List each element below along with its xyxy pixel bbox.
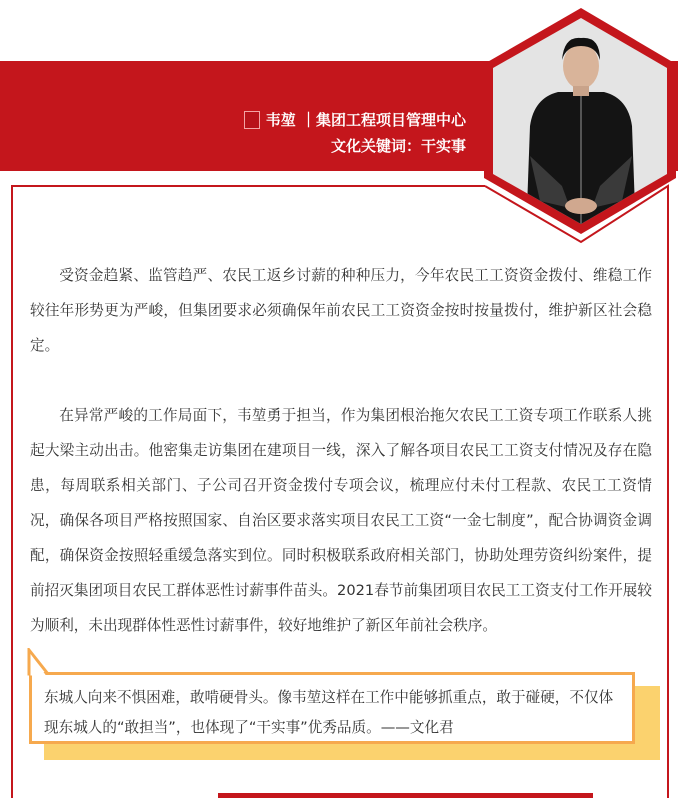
- quote-text: 东城人向来不惧困难，敢啃硬骨头。像韦堃这样在工作中能够抓重点，敢于碰硬，不仅体现东城人的“敢担当”，也体现了“干实事”优秀品质。——文化君: [44, 689, 614, 736]
- bottom-bar: [218, 793, 593, 798]
- paragraph-1: 受资金趋紧、监管趋严、农民工返乡讨薪的种种压力，今年农民工工资资金拨付、维稳工作较往年形势更为严峻，但集团要求必须确保年前农民工工资资金按时按量拨付，维护新区社会稳定。: [30, 267, 652, 354]
- culture-keyword: 文化关键词：干实事: [330, 137, 466, 155]
- person-photo: [478, 6, 678, 236]
- quote-box: [29, 672, 635, 744]
- square-icon: [244, 111, 260, 129]
- profile-photo-hexagon: [478, 6, 678, 236]
- name-department: [244, 109, 466, 130]
- name-department-text: 韦堃 ｜集团工程项目管理中心: [265, 111, 466, 129]
- paragraph-2: 在异常严峻的工作局面下，韦堃勇于担当，作为集团根治拖欠农民工工资专项工作联系人挑起大梁主动出击。他密集走访集团在建项目一线，深入了解各项目农民工工资支付情况及存在隐患，每周联系相关部门、子公司召开资金拨付专项会议，梳理应付未付工程款、农民工工资情况，确保各项目严格按照国家、自治区要求落实项目农民工工资“一金七制度”，配合协调资金调配，确保资金按照轻重缓急落实到位。同时积极联系政府相关部门，协助处理劳资纠纷案件，提前招灭集团项目农民工群体恶性讨薪事件苗头。2021春节前集团项目农民工工资支付工作开展较为顺利，未出现群体性恶性讨薪事件，较好地维护了新区年前社会秩序。: [30, 407, 652, 634]
